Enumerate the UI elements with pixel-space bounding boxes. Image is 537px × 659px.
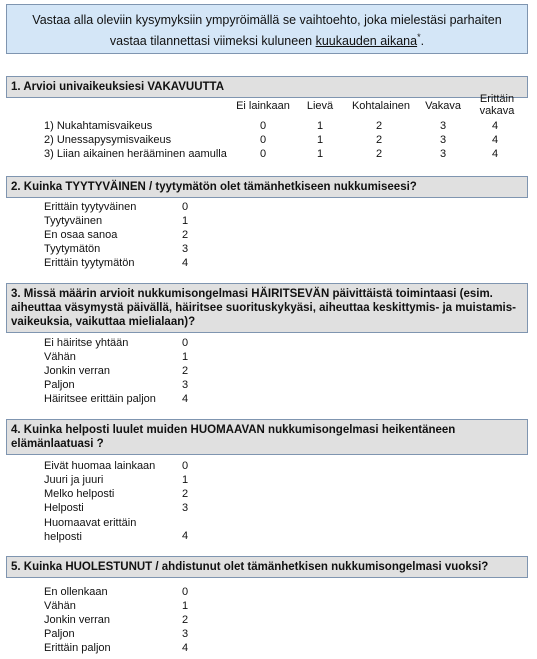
q5-option-label: Vähän [44,600,76,612]
q4-option-value[interactable]: 0 [182,460,189,472]
q5-option-label: Erittäin paljon [44,642,111,654]
q2-option-value[interactable]: 4 [182,257,189,269]
q1-col-1: Lievä [306,100,334,112]
instructions-end: . [420,34,425,49]
q4-option-label: Eivät huomaa lainkaan [44,460,156,472]
q2-option-label: Erittäin tyytymätön [44,257,135,269]
q4-option-value[interactable]: 3 [182,502,189,514]
q3-option-value[interactable]: 2 [182,365,189,377]
q3-option-label: Ei häiritse yhtään [44,337,129,349]
q1-row-label: 1) Nukahtamisvaikeus [44,120,153,132]
q1-option[interactable]: 0 [259,148,267,160]
q3-option-value[interactable]: 4 [182,393,189,405]
q5-option-value[interactable]: 4 [182,642,189,654]
q1-option[interactable]: 1 [316,148,324,160]
q1-col-2: Kohtalainen [351,100,411,112]
q4-option-value[interactable]: 2 [182,488,189,500]
q1-row-label: 3) Liian aikainen herääminen aamulla [44,148,227,160]
q1-option[interactable]: 3 [439,134,447,146]
q5-option-value[interactable]: 1 [182,600,189,612]
q4-option-label: Melko helposti [44,488,115,500]
q2-heading: 2. Kuinka TYYTYVÄINEN / tyytymätön olet tämänhetkiseen nukkumiseesi? [6,176,528,198]
q1-row-label: 2) Unessapysymisvaikeus [44,134,172,146]
q1-row [0,134,537,148]
q1-option[interactable]: 3 [439,148,447,160]
q4-option-value[interactable]: 1 [182,474,189,486]
q1-option[interactable]: 2 [375,148,383,160]
q1-option[interactable]: 1 [316,120,324,132]
instructions-box [6,4,528,54]
q2-option-value[interactable]: 3 [182,243,189,255]
q2-option-label: Erittäin tyytyväinen [44,201,137,213]
q3-option-label: Jonkin verran [44,365,111,377]
q5-option-value[interactable]: 2 [182,614,189,626]
q4-heading: 4. Kuinka helposti luulet muiden HUOMAAVAN nukkumisongelmasi heikentäneen elämänlaatuasi ? [6,419,528,455]
q1-option[interactable]: 4 [491,148,499,160]
q1-option[interactable]: 2 [375,134,383,146]
q1-option[interactable]: 1 [316,134,324,146]
q1-option[interactable]: 4 [491,120,499,132]
q1-col-0: Ei lainkaan [236,100,290,112]
q1-row [0,148,537,162]
q2-option-value[interactable]: 0 [182,201,189,213]
q3-option-value[interactable]: 0 [182,337,189,349]
q5-option-label: En ollenkaan [44,586,108,598]
q5-option-value[interactable]: 0 [182,586,189,598]
q5-option-value[interactable]: 3 [182,628,189,640]
q3-option-label: Vähän [44,351,76,363]
q3-option-label: Paljon [44,379,75,391]
q1-col-4: Erittäin vakava [479,93,515,117]
q4-option-value[interactable]: 4 [182,530,189,542]
q5-heading: 5. Kuinka HUOLESTUNUT / ahdistunut olet tämänhetkisen nukkumisongelmasi vuoksi? [6,556,528,578]
q5-option-label: Jonkin verran [44,614,111,626]
q1-option[interactable]: 2 [375,120,383,132]
q1-heading: 1. Arvioi univaikeuksiesi VAKAVUUTTA [6,76,528,98]
q2-option-label: Tyytymätön [44,243,101,255]
instructions-text: Vastaa alla oleviin kysymyksiin ympyröimällä se vaihtoehto, joka mielestäsi parhaiten vastaa tilannettasi viimeksi kuluneen [32,13,502,49]
q1-option[interactable]: 4 [491,134,499,146]
q3-option-label: Häiritsee erittäin paljon [44,393,156,405]
q2-option-value[interactable]: 2 [182,229,189,241]
q4-option-label: Huomaavat erittäin helposti [44,517,137,543]
q1-option[interactable]: 0 [259,134,267,146]
q3-heading: 3. Missä määrin arvioit nukkumisongelmasi HÄIRITSEVÄN päivittäistä toimintaasi (esim. aiheuttaa väsymystä päivällä, häiritsee suorituskykyäsi, aiheuttaa keskittymis- ja muistamis-vaikeuksia, vaikuttaa mielialaan)? [6,283,528,333]
footnote-mark: * [417,32,421,42]
q1-option[interactable]: 3 [439,120,447,132]
q1-option[interactable]: 0 [259,120,267,132]
q1-row [0,120,537,134]
q3-option-value[interactable]: 1 [182,351,189,363]
instructions-emphasis: kuukauden aikana [315,34,418,49]
q2-option-value[interactable]: 1 [182,215,189,227]
q5-option-label: Paljon [44,628,75,640]
q2-option-label: En osaa sanoa [44,229,118,241]
q2-option-label: Tyytyväinen [44,215,103,227]
q4-option-label: Juuri ja juuri [44,474,104,486]
q1-col-3: Vakava [425,100,461,112]
q3-option-value[interactable]: 3 [182,379,189,391]
q4-option-label: Helposti [44,502,84,514]
